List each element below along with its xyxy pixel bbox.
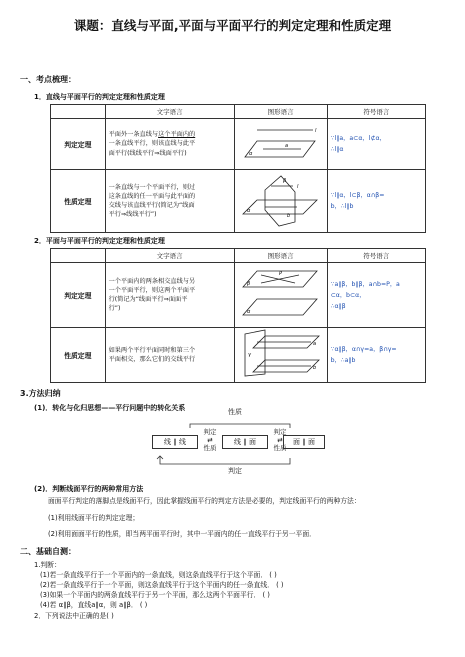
header-figure-language: 图形语言 [234, 249, 327, 263]
section-heading-self-test: 二、基础自测： [20, 547, 76, 556]
box-line-line: 线 ∥ 线 [152, 435, 198, 449]
theorem-text: 平面外一条直线与这个平面内的 一条直线平行，则该直线与此平 面平行(线线平行⇒线面平行) [105, 119, 234, 170]
symbol-text: ∵l∥α，l⊂β，α∩β= b，∴l∥b [327, 170, 425, 233]
question-1-prompt: 1.判断： [34, 561, 61, 569]
section-heading-methods: 3.方法归纳 [20, 389, 61, 398]
question-item: (1)若一条直线平行于一个平面内的一条直线，则这条直线平行于这个平面． ( ) [40, 571, 277, 579]
row-label: 判定定理 [51, 119, 106, 170]
symbol-text: ∵l∥a，a⊂α，l⊄α， ∴l∥α [327, 119, 425, 170]
header-text-language: 文字语言 [105, 105, 234, 119]
table-corner [51, 105, 106, 119]
row-label: 判定定理 [51, 263, 106, 328]
header-figure-language: 图形语言 [234, 105, 327, 119]
figure-cell [234, 263, 327, 328]
svg-text:P: P [278, 271, 282, 277]
question-item: (2)若一条直线平行于一个平面，则这条直线平行于这个平面内的任一条直线． ( ) [40, 581, 284, 589]
svg-text:α: α [246, 208, 250, 214]
svg-text:α: α [248, 151, 252, 157]
svg-text:b: b [286, 213, 290, 219]
symbol-text: ∵a∥β，b∥β，a∩b=P，a ⊂α，b⊂α， ∴α∥β [327, 263, 425, 328]
diagram-label-property-top: 性质 [228, 408, 242, 416]
theorem-text: 一个平面内的两条相交直线与另 一个平面平行，则这两个平面平 行(简记为“线面平行⇒面面平 行”) [105, 263, 234, 328]
box-line-plane: 线 ∥ 面 [222, 435, 268, 449]
theorem-text: 如果两个平行平面同时和第三个 平面相交，那么它们的交线平行 [105, 328, 234, 383]
table-row [51, 170, 426, 233]
svg-text:β: β [282, 178, 286, 184]
row-label: 性质定理 [51, 170, 106, 233]
section-heading-key-points: 一、考点梳理： [20, 75, 76, 84]
page-title: 课题：直线与平面,平面与平面平行的判定定理和性质定理 [73, 18, 392, 33]
box-plane-plane: 面 ∥ 面 [283, 435, 325, 449]
plane-intersection-figure [235, 170, 327, 228]
theorem-text: 一条直线与一个平面平行，则过 这条直线的任一平面与此平面的 交线与该直线平行(简记为“线面 平行⇒线线平行”) [105, 170, 234, 233]
table-row [51, 328, 426, 383]
table-row [51, 119, 426, 170]
table-row [51, 263, 426, 328]
subheading-line-plane: 1．直线与平面平行的判定定理和性质定理 [34, 93, 165, 101]
svg-text:a: a [312, 341, 316, 347]
svg-text:β: β [246, 281, 250, 287]
line-plane-table [50, 104, 426, 233]
methods-paragraph: 面面平行判定的落脚点是线面平行，因此掌握线面平行的判定方法是必要的，判定线面平行的两种方法： [48, 497, 361, 505]
question-2-prompt: 2．下列说法中正确的是( ) [34, 612, 114, 620]
header-symbol-language: 符号语言 [327, 105, 425, 119]
three-planes-figure [235, 328, 327, 378]
svg-text:b: b [312, 365, 316, 371]
header-text-language: 文字语言 [105, 249, 234, 263]
figure-cell [234, 170, 327, 233]
figure-cell [234, 119, 327, 170]
diagram-arrow-1: 判定 ⇄ 性质 [203, 428, 217, 452]
svg-text:γ: γ [247, 352, 251, 358]
header-symbol-language: 符号语言 [327, 249, 425, 263]
figure-cell [234, 328, 327, 383]
symbol-text: ∵α∥β，α∩γ=a，β∩γ= b，∴a∥b [327, 328, 425, 383]
parallel-planes-figure [235, 263, 327, 323]
row-label: 性质定理 [51, 328, 106, 383]
svg-text:a: a [284, 143, 288, 149]
diagram-arrow-2: 判定 ⇄ 性质 [273, 428, 287, 452]
method-2: (2)利用面面平行的性质，即当两平面平行时，其中一平面内的任一直线平行于另一平面． [48, 530, 316, 538]
subheading-transformation: (1)．转化与化归思想——平行问题中的转化关系 [34, 404, 186, 412]
question-item: (3)如果一个平面内的两条直线平行于另一个平面，那么这两个平面平行． ( ) [40, 591, 270, 599]
svg-text:α: α [246, 309, 250, 315]
subheading-two-methods: (2)．判断线面平行的两种常用方法 [34, 485, 144, 493]
svg-text:l: l [314, 128, 317, 134]
table-corner [51, 249, 106, 263]
question-item: (4)若 α∥β，直线a∥α，则 a∥β． ( ) [40, 601, 148, 609]
subheading-plane-plane: 2．平面与平面平行的判定定理和性质定理 [34, 237, 165, 245]
method-1: (1)利用线面平行的判定定理； [48, 514, 140, 522]
line-parallel-plane-figure [235, 119, 327, 165]
svg-text:l: l [296, 184, 299, 190]
plane-plane-table [50, 248, 426, 383]
diagram-label-judgment-bottom: 判定 [228, 467, 242, 475]
